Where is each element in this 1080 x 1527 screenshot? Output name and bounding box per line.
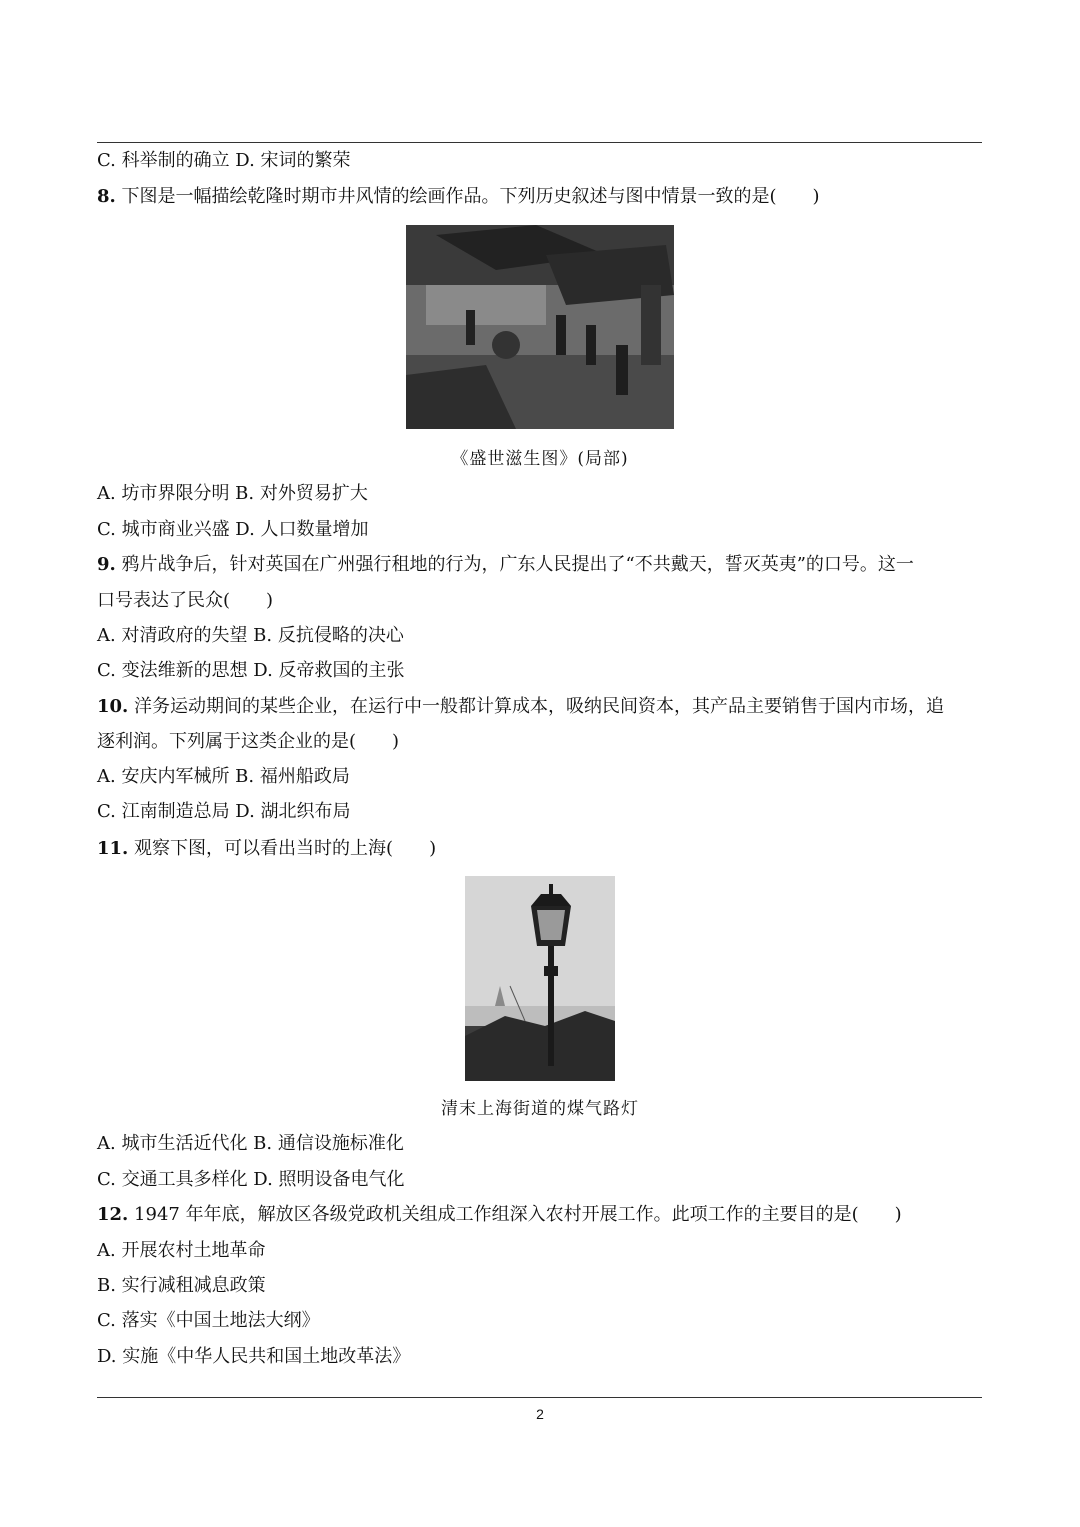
painting-figure (406, 225, 674, 429)
q9-stem-line1 (97, 553, 987, 577)
q8-caption: 《盛世滋生图》(局部) (451, 449, 629, 469)
header-rule (97, 142, 982, 143)
q12-stem-text: 1947 年年底，解放区各级党政机关组成工作组深入农村开展工作。此项工作的主要目的是( ) (128, 1204, 902, 1225)
q9-number: 9. (97, 554, 116, 575)
q12-option-b: B. 实行减租减息政策 (97, 1275, 266, 1296)
page-number: 2 (536, 1406, 544, 1422)
q10-options-ab: A. 安庆内军械所 B. 福州船政局 (97, 766, 350, 787)
q9-stem-text-1: 鸦片战争后，针对英国在广州强行租地的行为，广东人民提出了“不共戴天，誓灭英夷”的口号。这一 (115, 554, 914, 575)
q7-options-cd: C. 科举制的确立 D. 宋词的繁荣 (97, 150, 351, 171)
q9-stem-line2: 口号表达了民众( ) (97, 590, 274, 611)
footer-rule (97, 1397, 982, 1398)
q12-option-a: A. 开展农村土地革命 (97, 1240, 266, 1261)
q10-number: 10. (97, 696, 129, 717)
q12-stem (97, 1203, 987, 1227)
q11-number: 11. (97, 838, 129, 859)
q10-stem-line1 (97, 695, 987, 719)
street-lamp-image (465, 876, 615, 1081)
q12-option-d: D. 实施《中华人民共和国土地改革法》 (97, 1346, 411, 1367)
q12-number: 12. (97, 1204, 129, 1225)
painting-image (406, 225, 674, 429)
q8-options-ab: A. 坊市界限分明 B. 对外贸易扩大 (97, 483, 368, 504)
q11-stem-text: 观察下图，可以看出当时的上海( ) (128, 838, 437, 859)
q10-stem-line2: 逐利润。下列属于这类企业的是( ) (97, 731, 400, 752)
street-lamp-figure (465, 876, 615, 1081)
q10-options-cd: C. 江南制造总局 D. 湖北织布局 (97, 801, 351, 822)
q8-stem-text: 下图是一幅描绘乾隆时期市井风情的绘画作品。下列历史叙述与图中情景一致的是( ) (115, 186, 820, 207)
q9-options-cd: C. 变法维新的思想 D. 反帝救国的主张 (97, 660, 405, 681)
q11-caption: 清末上海街道的煤气路灯 (441, 1099, 639, 1119)
q10-stem-text-1: 洋务运动期间的某些企业，在运行中一般都计算成本，吸纳民间资本，其产品主要销售于国内市场，追 (128, 696, 945, 717)
q11-options-ab: A. 城市生活近代化 B. 通信设施标准化 (97, 1133, 404, 1154)
q11-options-cd: C. 交通工具多样化 D. 照明设备电气化 (97, 1169, 405, 1190)
q8-stem (97, 185, 987, 209)
q12-option-c: C. 落实《中国土地法大纲》 (97, 1310, 320, 1331)
q8-number: 8. (97, 186, 116, 207)
q9-options-ab: A. 对清政府的失望 B. 反抗侵略的决心 (97, 625, 404, 646)
q11-stem (97, 837, 987, 861)
q8-options-cd: C. 城市商业兴盛 D. 人口数量增加 (97, 519, 369, 540)
